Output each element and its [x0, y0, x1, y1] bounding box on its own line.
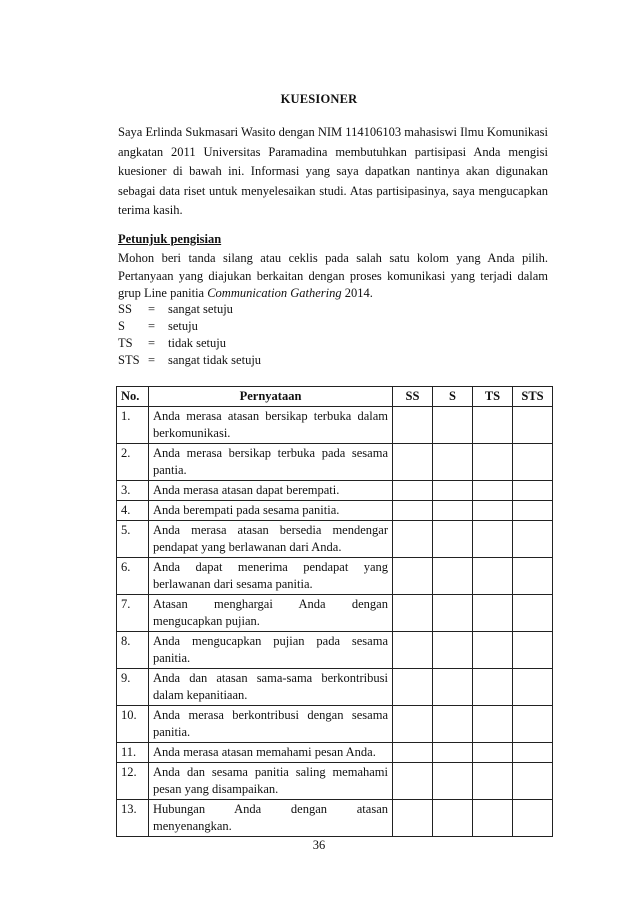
- answer-cell-ts[interactable]: [473, 558, 513, 595]
- legend-eq: =: [148, 302, 156, 316]
- answer-cell-ss[interactable]: [393, 481, 433, 501]
- answer-cell-s[interactable]: [433, 407, 473, 444]
- questionnaire-table: [116, 386, 553, 837]
- header-ts: TS: [473, 387, 513, 407]
- row-statement: Anda merasa atasan memahami pesan Anda.: [149, 743, 393, 763]
- answer-cell-s[interactable]: [433, 800, 473, 837]
- answer-cell-ts[interactable]: [473, 669, 513, 706]
- answer-cell-ts[interactable]: [473, 743, 513, 763]
- answer-cell-sts[interactable]: [513, 407, 553, 444]
- legend-row: [118, 301, 261, 318]
- answer-cell-s[interactable]: [433, 444, 473, 481]
- legend-row: [118, 335, 261, 352]
- answer-cell-ts[interactable]: [473, 706, 513, 743]
- table-row: [117, 407, 553, 444]
- instructions-heading: Petunjuk pengisian: [118, 232, 222, 246]
- legend-code: STS: [118, 353, 140, 367]
- table-row: [117, 444, 553, 481]
- row-number: 10.: [117, 706, 149, 743]
- table-row: [117, 521, 553, 558]
- legend-row: [118, 352, 261, 369]
- answer-cell-ss[interactable]: [393, 595, 433, 632]
- answer-cell-s[interactable]: [433, 763, 473, 800]
- row-number: 11.: [117, 743, 149, 763]
- header-statement: Pernyataan: [149, 387, 393, 407]
- answer-cell-s[interactable]: [433, 558, 473, 595]
- answer-cell-sts[interactable]: [513, 743, 553, 763]
- page-number: 36: [312, 838, 326, 852]
- legend-code: SS: [118, 302, 132, 316]
- table-body: [117, 407, 553, 837]
- table-row: [117, 669, 553, 706]
- answer-cell-sts[interactable]: [513, 632, 553, 669]
- table-row: [117, 481, 553, 501]
- row-number: 1.: [117, 407, 149, 444]
- legend-eq: =: [148, 336, 156, 350]
- row-statement: Anda merasa atasan dapat berempati.: [149, 481, 393, 501]
- answer-cell-s[interactable]: [433, 501, 473, 521]
- row-number: 6.: [117, 558, 149, 595]
- answer-cell-ts[interactable]: [473, 632, 513, 669]
- table-row: [117, 763, 553, 800]
- row-statement: Hubungan Anda dengan atasan menyenangkan.: [149, 800, 393, 837]
- instructions-text-before: Mohon beri tanda silang atau ceklis pada salah satu kolom yang Anda pilih. Pertanyaan yang diajukan berkaitan dengan proses komunikasi yang terjadi dalam grup Line panitia: [118, 251, 548, 300]
- scale-legend: [118, 301, 261, 369]
- row-statement: Anda dan sesama panitia saling memahami pesan yang disampaikan.: [149, 763, 393, 800]
- answer-cell-sts[interactable]: [513, 481, 553, 501]
- answer-cell-ts[interactable]: [473, 800, 513, 837]
- row-number: 2.: [117, 444, 149, 481]
- answer-cell-ts[interactable]: [473, 501, 513, 521]
- answer-cell-ss[interactable]: [393, 669, 433, 706]
- legend-code: TS: [118, 336, 133, 350]
- instructions-text: [118, 250, 548, 303]
- legend-meaning: sangat tidak setuju: [168, 353, 262, 367]
- table-row: [117, 558, 553, 595]
- row-statement: Anda berempati pada sesama panitia.: [149, 501, 393, 521]
- answer-cell-sts[interactable]: [513, 595, 553, 632]
- answer-cell-ss[interactable]: [393, 743, 433, 763]
- intro-paragraph: [118, 123, 548, 221]
- answer-cell-sts[interactable]: [513, 763, 553, 800]
- legend-meaning: setuju: [168, 319, 198, 333]
- answer-cell-ss[interactable]: [393, 706, 433, 743]
- answer-cell-ts[interactable]: [473, 481, 513, 501]
- row-number: 4.: [117, 501, 149, 521]
- answer-cell-ts[interactable]: [473, 763, 513, 800]
- table-row: [117, 595, 553, 632]
- answer-cell-sts[interactable]: [513, 558, 553, 595]
- row-statement: Anda merasa berkontribusi dengan sesama panitia.: [149, 706, 393, 743]
- legend-meaning: sangat setuju: [168, 302, 233, 316]
- legend-meaning: tidak setuju: [168, 336, 226, 350]
- row-number: 8.: [117, 632, 149, 669]
- table-row: [117, 632, 553, 669]
- legend-eq: =: [148, 353, 156, 367]
- row-statement: Anda merasa bersikap terbuka pada sesama pantia.: [149, 444, 393, 481]
- instructions-text-italic: Communication Gathering: [207, 286, 342, 300]
- row-number: 13.: [117, 800, 149, 837]
- row-number: 5.: [117, 521, 149, 558]
- answer-cell-s[interactable]: [433, 521, 473, 558]
- legend-row: [118, 318, 261, 335]
- answer-cell-ts[interactable]: [473, 595, 513, 632]
- answer-cell-sts[interactable]: [513, 669, 553, 706]
- page-title: KUESIONER: [280, 92, 358, 106]
- row-number: 9.: [117, 669, 149, 706]
- legend-code: S: [118, 319, 125, 333]
- answer-cell-ss[interactable]: [393, 558, 433, 595]
- answer-cell-ss[interactable]: [393, 763, 433, 800]
- answer-cell-sts[interactable]: [513, 706, 553, 743]
- row-statement: Anda dapat menerima pendapat yang berlawanan dari sesama panitia.: [149, 558, 393, 595]
- answer-cell-ss[interactable]: [393, 407, 433, 444]
- answer-cell-sts[interactable]: [513, 501, 553, 521]
- row-statement: Anda merasa atasan bersikap terbuka dalam berkomunikasi.: [149, 407, 393, 444]
- row-number: 3.: [117, 481, 149, 501]
- answer-cell-sts[interactable]: [513, 521, 553, 558]
- header-ss: SS: [393, 387, 433, 407]
- answer-cell-ss[interactable]: [393, 521, 433, 558]
- header-no: No.: [117, 387, 149, 407]
- intro-text: Saya Erlinda Sukmasari Wasito dengan NIM 114106103 mahasiswi Ilmu Komunikasi angkatan 2011 Universitas Paramadina membutuhkan partisipasi Anda mengisi kuesioner di bawah ini. Informasi yang saya dapatkan nantinya akan digunakan sebagai data riset untuk menyelesaikan studi. Atas partisipasinya, saya mengucapkan terima kasih.: [118, 125, 548, 217]
- table-row: [117, 743, 553, 763]
- table-header-row: [117, 387, 553, 407]
- answer-cell-s[interactable]: [433, 632, 473, 669]
- answer-cell-sts[interactable]: [513, 800, 553, 837]
- answer-cell-ss[interactable]: [393, 501, 433, 521]
- header-s: S: [433, 387, 473, 407]
- row-number: 12.: [117, 763, 149, 800]
- row-statement: Anda merasa atasan bersedia mendengar pendapat yang berlawanan dari Anda.: [149, 521, 393, 558]
- header-sts: STS: [513, 387, 553, 407]
- answer-cell-ts[interactable]: [473, 407, 513, 444]
- answer-cell-s[interactable]: [433, 669, 473, 706]
- row-statement: Anda mengucapkan pujian pada sesama panitia.: [149, 632, 393, 669]
- answer-cell-ts[interactable]: [473, 444, 513, 481]
- table-row: [117, 706, 553, 743]
- answer-cell-ss[interactable]: [393, 800, 433, 837]
- answer-cell-ss[interactable]: [393, 444, 433, 481]
- table-row: [117, 800, 553, 837]
- answer-cell-s[interactable]: [433, 481, 473, 501]
- table-row: [117, 501, 553, 521]
- answer-cell-sts[interactable]: [513, 444, 553, 481]
- answer-cell-s[interactable]: [433, 743, 473, 763]
- row-number: 7.: [117, 595, 149, 632]
- answer-cell-s[interactable]: [433, 595, 473, 632]
- row-statement: Atasan menghargai Anda dengan mengucapkan pujian.: [149, 595, 393, 632]
- answer-cell-ts[interactable]: [473, 521, 513, 558]
- answer-cell-s[interactable]: [433, 706, 473, 743]
- legend-eq: =: [148, 319, 156, 333]
- row-statement: Anda dan atasan sama-sama berkontribusi dalam kepanitiaan.: [149, 669, 393, 706]
- answer-cell-ss[interactable]: [393, 632, 433, 669]
- instructions-text-after: 2014.: [341, 286, 373, 300]
- instructions-paragraph: [118, 250, 548, 303]
